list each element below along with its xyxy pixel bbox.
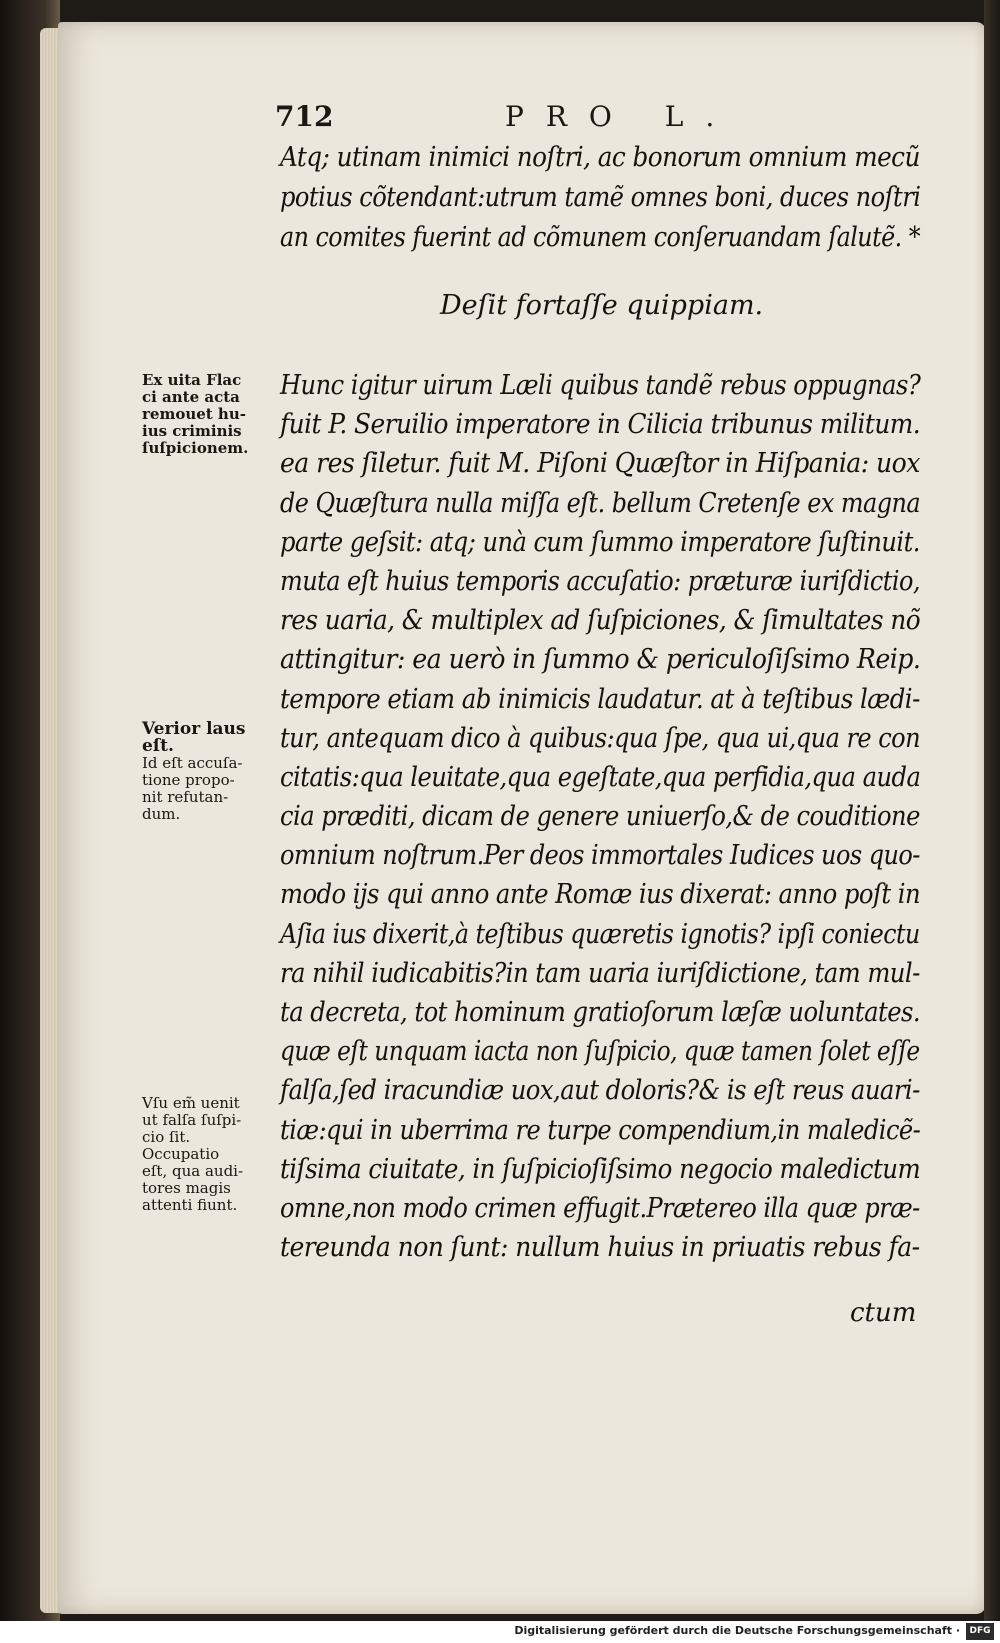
text-line: parte geſsit: atq; unà cum ſummo imperatore ſuſtinuit. <box>280 526 920 558</box>
text-line: tiſsima ciuitate, in ſuſpicioſiſsimo negocio maledictum <box>280 1153 921 1185</box>
text-line: an comites fuerint ad cõmunem conſeruandam ſalutẽ. * <box>280 222 921 253</box>
lacuna-note: Deſit fortaſſe quippiam. <box>440 290 764 321</box>
margin-note-line: remouet hu- <box>142 405 246 423</box>
margin-note-line: tores magis <box>142 1179 231 1197</box>
text-line: res uaria, & multiplex ad ſuſpiciones, & ſimultates nõ <box>280 605 921 637</box>
text-line: de Quæſtura nulla miſſa eſt. bellum Cretenſe ex magna <box>280 487 921 519</box>
text-line: citatis:qua leuitate,qua egeſtate,qua perfidia,qua auda <box>280 761 921 793</box>
margin-note-1 <box>142 372 278 457</box>
margin-note-line: ut falſa ſuſpi- <box>142 1111 242 1129</box>
margin-note-line: Ex uita Flac <box>142 371 242 389</box>
text-line: quæ eſt unquam iacta non ſuſpicio, quæ tamen ſolet eſſe <box>280 1036 920 1068</box>
text-line: ra nihil iudicabitis?in tam uaria iuriſdictione, tam mul- <box>280 957 920 989</box>
margin-note-line: Verior laus <box>142 719 246 739</box>
margin-note-line: Occupatio <box>142 1145 220 1163</box>
margin-note-line: ſuſpicionem. <box>142 439 249 457</box>
margin-note-line: attenti fiunt. <box>142 1196 238 1214</box>
margin-note-3 <box>142 1095 278 1214</box>
text-line: potius cõtendant:utrum tamẽ omnes boni, duces noſtri <box>280 182 921 213</box>
text-line: cia præditi, dicam de genere uniuerſo,& de couditione <box>280 801 920 833</box>
margin-note-line: nit refutan- <box>142 788 229 806</box>
margin-note-line: ci ante acta <box>142 388 240 406</box>
text-line: omnium noſtrum.Per deos immortales Iudices uos quo- <box>280 840 920 872</box>
margin-note-line: eſt. <box>142 736 174 756</box>
text-line: tiæ:qui in uberrima re turpe compendium,in maledicẽ- <box>280 1114 921 1146</box>
margin-note-line: eſt, qua audi- <box>142 1162 244 1180</box>
margin-note-line: ius criminis <box>142 422 242 440</box>
text-line: muta eſt huius temporis accuſatio: præturæ iuriſdictio, <box>280 565 920 597</box>
text-line: attingitur: ea uerò in ſummo & periculoſiſsimo Reip. <box>280 644 921 676</box>
text-line: tempore etiam ab inimicis laudatur. at à teſtibus lædi- <box>280 683 920 715</box>
margin-note-line: cio ſit. <box>142 1128 191 1146</box>
margin-note-line: Id eſt accuſa- <box>142 754 243 772</box>
right-border <box>984 0 1000 1643</box>
text-line: Atq; utinam inimici noſtri, ac bonorum omnium mecũ <box>280 142 920 173</box>
margin-note-line: Vſu em̃ uenit <box>142 1094 240 1112</box>
text-line: omne,non modo crimen effugit.Prætereo illa quæ præ- <box>280 1192 920 1224</box>
text-line: fuit P. Seruilio imperatore in Cilicia tribunus militum. <box>280 409 921 441</box>
text-line: tur, antequam dico à quibus:qua ſpe, qua ui,qua re con <box>280 722 921 754</box>
text-line: ea res ſiletur. fuit M. Piſoni Quæſtor in Hiſpania: uox <box>280 448 920 480</box>
margin-note-2 <box>142 721 278 823</box>
text-line: Aſia ius dixerit,à teſtibus quæretis ignotis? ipſi coniectu <box>280 918 920 950</box>
text-line: Hunc igitur uirum Læli quibus tandẽ rebus oppugnas? <box>280 370 921 401</box>
page-header <box>275 100 915 140</box>
running-head: PRO L. <box>505 100 737 133</box>
text-line: modo ijs qui anno ante Romæ ius dixerat: anno poſt in <box>280 879 921 911</box>
footer-bar <box>0 1621 1000 1643</box>
text-line: ta decreta, tot hominum gratioſorum læſæ uoluntates. <box>280 997 921 1028</box>
text-line: falſa,ſed iracundiæ uox,aut doloris?& is eſt reus auari- <box>280 1075 920 1107</box>
page-number: 712 <box>275 100 334 133</box>
dfg-logo: DFG <box>966 1623 994 1640</box>
margin-note-line: tione propo- <box>142 771 235 789</box>
paragraph-1 <box>280 138 940 258</box>
text-line: tereunda non ſunt: nullum huius in priuatis rebus fa- <box>280 1232 920 1264</box>
margin-note-line: dum. <box>142 805 181 823</box>
paragraph-2 <box>280 366 940 1267</box>
funding-credit: Digitalisierung gefördert durch die Deutsche Forschungsgemeinschaft · <box>514 1624 960 1637</box>
catchword: ctum <box>850 1298 917 1328</box>
